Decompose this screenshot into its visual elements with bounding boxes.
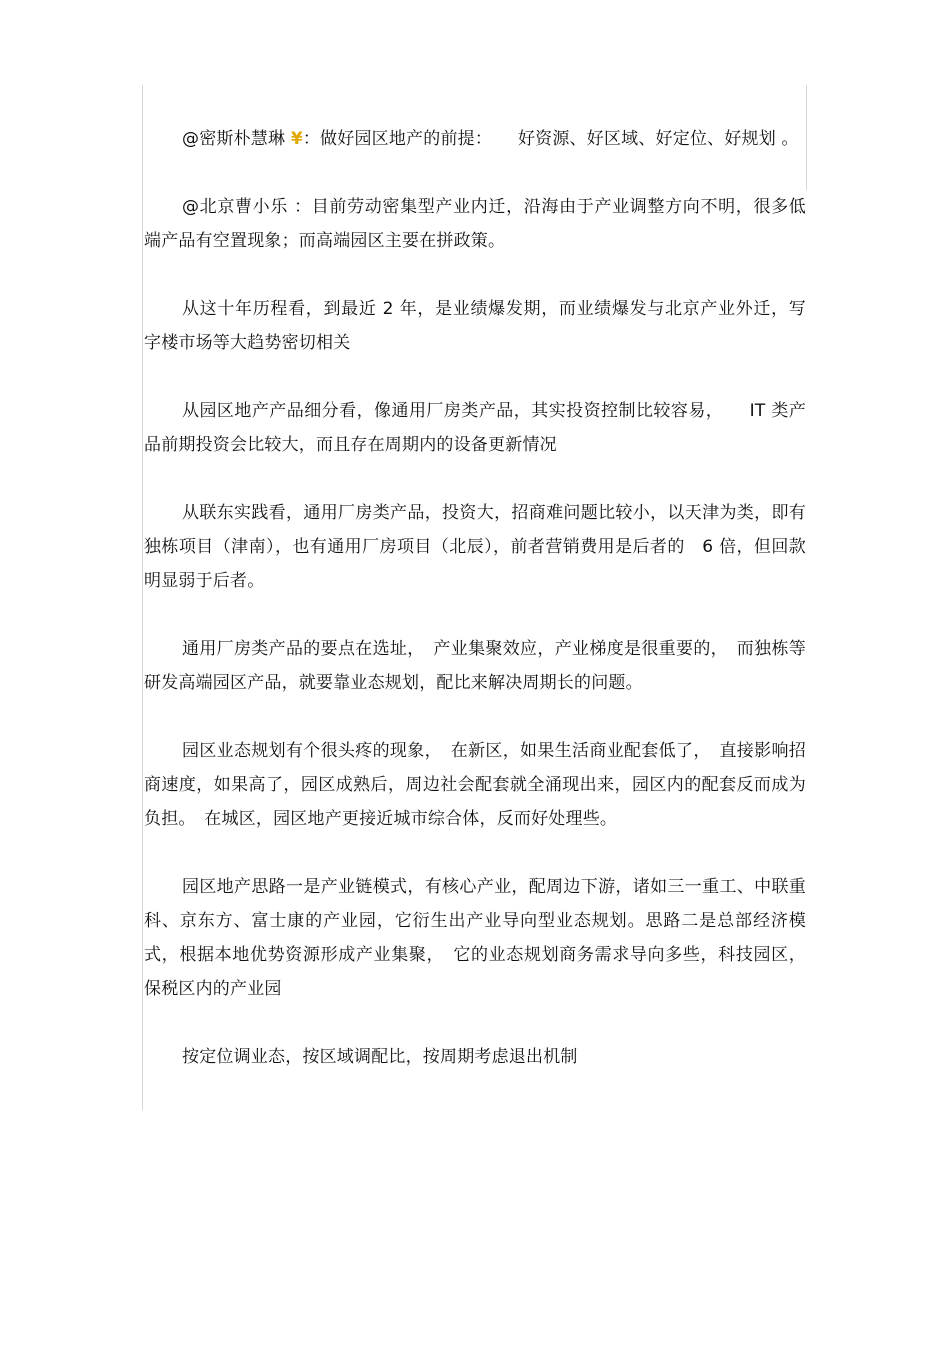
paragraph-9: 按定位调业态，按区域调配比，按周期考虑退出机制	[182, 1047, 578, 1067]
right-margin-rule	[806, 85, 807, 190]
paragraph-1-text: ：做好园区地产的前提： 好资源、好区域、好定位、好规划 。	[302, 129, 799, 149]
paragraph-2: @北京曹小乐 ：目前劳动密集型产业内迁，沿海由于产业调整方向不明，很多低端产品有空置现象；而高端园区主要在拼政策。	[144, 197, 806, 251]
paragraph-6: 通用厂房类产品的要点在选址， 产业集聚效应，产业梯度是很重要的， 而独栋等研发高端园区产品，就要靠业态规划，配比来解决周期长的问题。	[144, 639, 806, 693]
paragraph-7: 园区业态规划有个很头疼的现象， 在新区，如果生活商业配套低了， 直接影响招商速度，如果高了，园区成熟后，周边社会配套就全涌现出来，园区内的配套反而成为负担。 在城区，园区地产更接近城市综合体，反而好处理些。	[144, 741, 806, 829]
paragraph-8: 园区地产思路一是产业链模式，有核心产业，配周边下游，诸如三一重工、中联重科、京东方、富士康的产业园，它衍生出产业导向型业态规划。思路二是总部经济模式，根据本地优势资源形成产业集聚， 它的业态规划商务需求导向多些，科技园区，保税区内的产业园	[144, 877, 806, 999]
paragraph-5: 从联东实践看，通用厂房类产品，投资大，招商难问题比较小，以天津为类，即有独栋项目（津南），也有通用厂房项目（北辰），前者营销费用是后者的 6 倍，但回款明显弱于后者。	[144, 503, 806, 591]
coin-icon: ¥	[290, 129, 303, 149]
paragraph-3: 从这十年历程看，到最近 2 年，是业绩爆发期，而业绩爆发与北京产业外迁，写字楼市场等大趋势密切相关	[144, 299, 806, 353]
left-margin-rule	[142, 85, 143, 1110]
paragraph-4: 从园区地产产品细分看，像通用厂房类产品，其实投资控制比较容易， IT 类产品前期投资会比较大，而且存在周期内的设备更新情况	[144, 401, 806, 455]
paragraph-1	[144, 122, 806, 156]
mention-name: @密斯朴慧琳	[182, 129, 291, 149]
document-body	[144, 122, 806, 1074]
